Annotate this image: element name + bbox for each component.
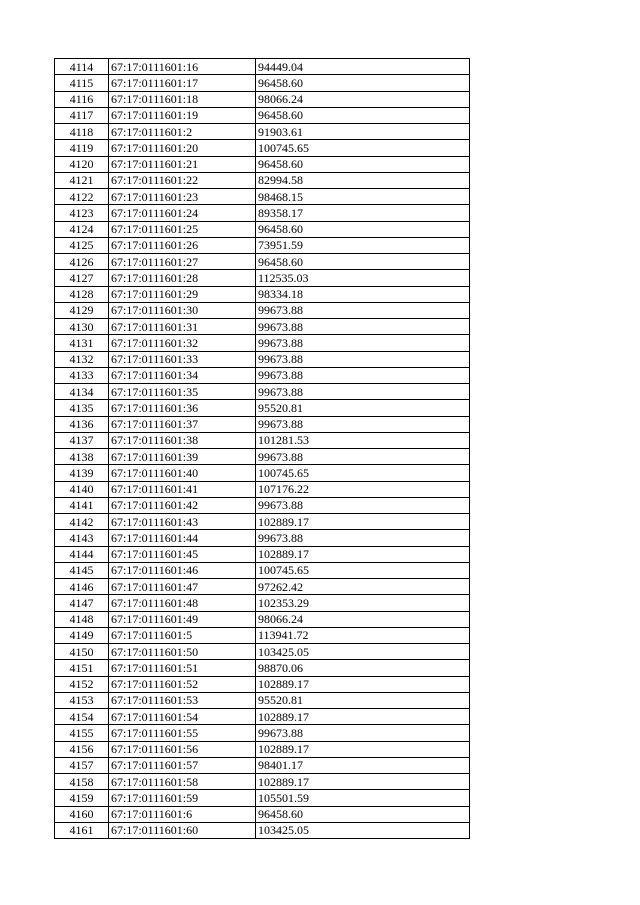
cadastral-number-cell: 67:17:0111601:38 [109,432,256,448]
cadastral-number-cell: 67:17:0111601:35 [109,384,256,400]
row-number-cell: 4125 [55,237,109,253]
row-number-cell: 4160 [55,806,109,822]
row-number-cell: 4133 [55,367,109,383]
row-number-cell: 4134 [55,384,109,400]
cadastral-number-cell: 67:17:0111601:56 [109,741,256,757]
value-cell: 105501.59 [256,790,470,806]
value-cell: 100745.65 [256,140,470,156]
cadastral-number-cell: 67:17:0111601:42 [109,497,256,513]
cadastral-number-cell: 67:17:0111601:26 [109,237,256,253]
table-row [55,514,470,530]
value-cell: 98401.17 [256,757,470,773]
cadastral-number-cell: 67:17:0111601:39 [109,449,256,465]
cadastral-number-cell: 67:17:0111601:43 [109,514,256,530]
row-number-cell: 4148 [55,611,109,627]
table-row [55,286,470,302]
table-row [55,530,470,546]
value-cell: 98066.24 [256,91,470,107]
cadastral-number-cell: 67:17:0111601:27 [109,254,256,270]
value-cell: 113941.72 [256,627,470,643]
table-row [55,481,470,497]
table-row [55,546,470,562]
cadastral-number-cell: 67:17:0111601:22 [109,172,256,188]
table-row [55,627,470,643]
value-cell: 96458.60 [256,107,470,123]
value-cell: 99673.88 [256,319,470,335]
row-number-cell: 4115 [55,75,109,91]
table-row [55,676,470,692]
cadastral-number-cell: 67:17:0111601:53 [109,692,256,708]
row-number-cell: 4146 [55,579,109,595]
table-row [55,562,470,578]
row-number-cell: 4129 [55,302,109,318]
value-cell: 99673.88 [256,367,470,383]
table-row [55,465,470,481]
table-row [55,774,470,790]
cadastral-number-cell: 67:17:0111601:48 [109,595,256,611]
table-row [55,302,470,318]
table-row [55,205,470,221]
value-cell: 101281.53 [256,432,470,448]
value-cell: 98468.15 [256,189,470,205]
value-cell: 102889.17 [256,741,470,757]
table-row [55,432,470,448]
cadastral-number-cell: 67:17:0111601:58 [109,774,256,790]
value-cell: 99673.88 [256,530,470,546]
row-number-cell: 4118 [55,124,109,140]
row-number-cell: 4124 [55,221,109,237]
cadastral-number-cell: 67:17:0111601:55 [109,725,256,741]
row-number-cell: 4161 [55,822,109,838]
table-row [55,660,470,676]
row-number-cell: 4149 [55,627,109,643]
cadastral-number-cell: 67:17:0111601:54 [109,709,256,725]
row-number-cell: 4131 [55,335,109,351]
value-cell: 112535.03 [256,270,470,286]
value-cell: 99673.88 [256,416,470,432]
cadastral-number-cell: 67:17:0111601:57 [109,757,256,773]
table-row [55,595,470,611]
value-cell: 99673.88 [256,725,470,741]
row-number-cell: 4159 [55,790,109,806]
row-number-cell: 4145 [55,562,109,578]
row-number-cell: 4136 [55,416,109,432]
table-row [55,400,470,416]
table-row [55,335,470,351]
row-number-cell: 4130 [55,319,109,335]
row-number-cell: 4127 [55,270,109,286]
table-row [55,644,470,660]
table-row [55,790,470,806]
cadastral-number-cell: 67:17:0111601:44 [109,530,256,546]
row-number-cell: 4154 [55,709,109,725]
row-number-cell: 4153 [55,692,109,708]
value-cell: 98870.06 [256,660,470,676]
value-cell: 95520.81 [256,400,470,416]
table-row [55,822,470,838]
cadastral-number-cell: 67:17:0111601:18 [109,91,256,107]
cadastral-number-cell: 67:17:0111601:6 [109,806,256,822]
value-cell: 102889.17 [256,676,470,692]
cadastral-number-cell: 67:17:0111601:37 [109,416,256,432]
row-number-cell: 4156 [55,741,109,757]
row-number-cell: 4138 [55,449,109,465]
row-number-cell: 4117 [55,107,109,123]
value-cell: 91903.61 [256,124,470,140]
row-number-cell: 4158 [55,774,109,790]
table-row [55,579,470,595]
cadastral-number-cell: 67:17:0111601:34 [109,367,256,383]
table-row [55,221,470,237]
row-number-cell: 4116 [55,91,109,107]
row-number-cell: 4137 [55,432,109,448]
table-row [55,416,470,432]
row-number-cell: 4157 [55,757,109,773]
table-row [55,757,470,773]
value-cell: 100745.65 [256,562,470,578]
row-number-cell: 4121 [55,172,109,188]
cadastral-number-cell: 67:17:0111601:19 [109,107,256,123]
cadastral-number-cell: 67:17:0111601:31 [109,319,256,335]
table-row [55,75,470,91]
table-row [55,709,470,725]
cadastral-number-cell: 67:17:0111601:49 [109,611,256,627]
table-row [55,59,470,75]
value-cell: 103425.05 [256,822,470,838]
value-cell: 96458.60 [256,254,470,270]
table-row [55,107,470,123]
value-cell: 99673.88 [256,497,470,513]
value-cell: 99673.88 [256,351,470,367]
row-number-cell: 4132 [55,351,109,367]
value-cell: 96458.60 [256,75,470,91]
row-number-cell: 4119 [55,140,109,156]
cadastral-number-cell: 67:17:0111601:24 [109,205,256,221]
value-cell: 102353.29 [256,595,470,611]
table-row [55,237,470,253]
cadastral-number-cell: 67:17:0111601:32 [109,335,256,351]
value-cell: 107176.22 [256,481,470,497]
cadastral-number-cell: 67:17:0111601:40 [109,465,256,481]
cadastral-number-cell: 67:17:0111601:46 [109,562,256,578]
value-cell: 94449.04 [256,59,470,75]
cadastral-number-cell: 67:17:0111601:21 [109,156,256,172]
value-cell: 99673.88 [256,384,470,400]
row-number-cell: 4142 [55,514,109,530]
cadastral-number-cell: 67:17:0111601:20 [109,140,256,156]
cadastral-number-cell: 67:17:0111601:25 [109,221,256,237]
table-row [55,124,470,140]
value-cell: 99673.88 [256,449,470,465]
value-cell: 98334.18 [256,286,470,302]
row-number-cell: 4141 [55,497,109,513]
row-number-cell: 4123 [55,205,109,221]
table-row [55,91,470,107]
cadastral-number-cell: 67:17:0111601:50 [109,644,256,660]
table-row [55,497,470,513]
value-cell: 98066.24 [256,611,470,627]
cadastral-number-cell: 67:17:0111601:45 [109,546,256,562]
row-number-cell: 4114 [55,59,109,75]
row-number-cell: 4120 [55,156,109,172]
table-row [55,140,470,156]
cadastral-number-cell: 67:17:0111601:5 [109,627,256,643]
value-cell: 97262.42 [256,579,470,595]
row-number-cell: 4150 [55,644,109,660]
table-row [55,611,470,627]
value-cell: 102889.17 [256,709,470,725]
table-row [55,806,470,822]
table-row [55,449,470,465]
row-number-cell: 4147 [55,595,109,611]
value-cell: 102889.17 [256,774,470,790]
cadastral-number-cell: 67:17:0111601:23 [109,189,256,205]
table-row [55,741,470,757]
table-row [55,172,470,188]
value-cell: 95520.81 [256,692,470,708]
table-row [55,384,470,400]
cadastral-number-cell: 67:17:0111601:33 [109,351,256,367]
table-row [55,692,470,708]
row-number-cell: 4140 [55,481,109,497]
cadastral-number-cell: 67:17:0111601:16 [109,59,256,75]
row-number-cell: 4126 [55,254,109,270]
row-number-cell: 4152 [55,676,109,692]
table-row [55,254,470,270]
cadastral-number-cell: 67:17:0111601:41 [109,481,256,497]
row-number-cell: 4151 [55,660,109,676]
row-number-cell: 4122 [55,189,109,205]
table-row [55,351,470,367]
cadastral-number-cell: 67:17:0111601:60 [109,822,256,838]
row-number-cell: 4144 [55,546,109,562]
table-row [55,367,470,383]
cadastral-value-table [54,58,470,839]
cadastral-number-cell: 67:17:0111601:59 [109,790,256,806]
table-row [55,270,470,286]
table-row [55,319,470,335]
table-row [55,189,470,205]
value-cell: 99673.88 [256,302,470,318]
row-number-cell: 4139 [55,465,109,481]
row-number-cell: 4135 [55,400,109,416]
value-cell: 89358.17 [256,205,470,221]
value-cell: 99673.88 [256,335,470,351]
value-cell: 102889.17 [256,514,470,530]
row-number-cell: 4155 [55,725,109,741]
value-cell: 103425.05 [256,644,470,660]
table-body [55,59,470,839]
table-row [55,156,470,172]
cadastral-number-cell: 67:17:0111601:52 [109,676,256,692]
value-cell: 82994.58 [256,172,470,188]
value-cell: 73951.59 [256,237,470,253]
value-cell: 96458.60 [256,221,470,237]
cadastral-number-cell: 67:17:0111601:29 [109,286,256,302]
value-cell: 96458.60 [256,156,470,172]
row-number-cell: 4143 [55,530,109,546]
cadastral-number-cell: 67:17:0111601:51 [109,660,256,676]
value-cell: 102889.17 [256,546,470,562]
cadastral-number-cell: 67:17:0111601:30 [109,302,256,318]
value-cell: 100745.65 [256,465,470,481]
cadastral-number-cell: 67:17:0111601:47 [109,579,256,595]
cadastral-number-cell: 67:17:0111601:36 [109,400,256,416]
cadastral-number-cell: 67:17:0111601:28 [109,270,256,286]
table-row [55,725,470,741]
row-number-cell: 4128 [55,286,109,302]
value-cell: 96458.60 [256,806,470,822]
cadastral-number-cell: 67:17:0111601:2 [109,124,256,140]
cadastral-number-cell: 67:17:0111601:17 [109,75,256,91]
